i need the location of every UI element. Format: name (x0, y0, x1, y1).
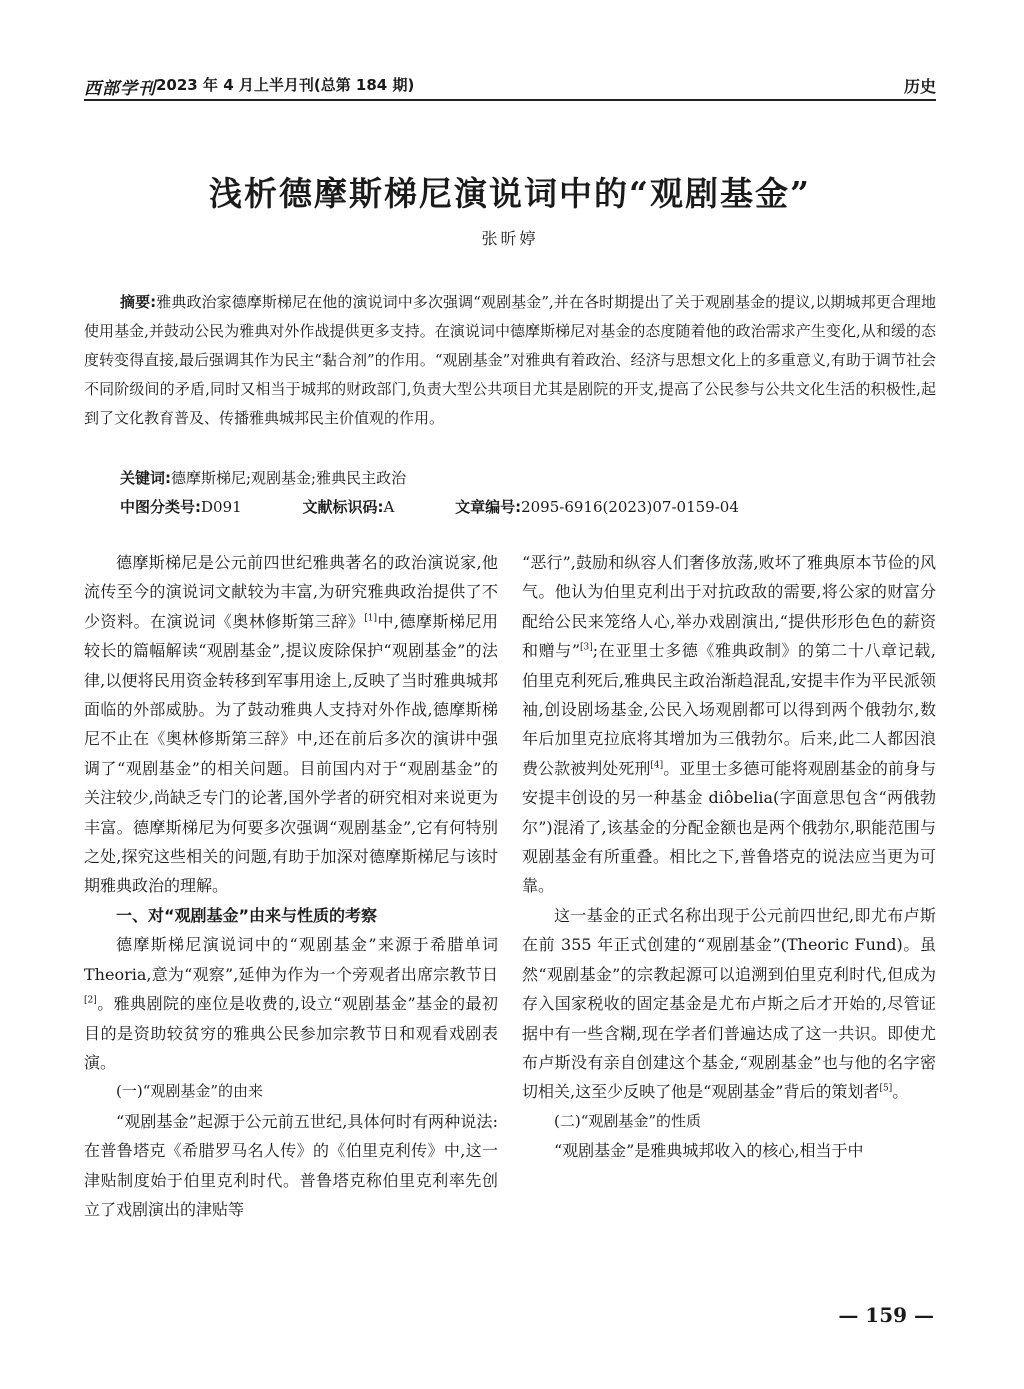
citation-3: [3] (580, 642, 593, 653)
author-name: 张昕婷 (481, 229, 539, 248)
citation-4: [4] (650, 760, 664, 771)
paragraph-text: 德摩斯梯尼是公元前四世纪雅典著名的政治演说家,他流传至今的演说词文献较为丰富,为研究雅典政治提供了不少资料。在演说词《奥林修斯第三辞》 (84, 553, 498, 631)
right-column (522, 548, 936, 1166)
abstract (84, 288, 936, 433)
article-number-item (455, 498, 739, 516)
journal-name: 西部学刊 (84, 79, 156, 99)
paragraph-text: 。雅典剧院的座位是收费的,设立“观剧基金”基金的最初目的是资助较贫穷的雅典公民参加宗教节日和观看戏剧表演。 (84, 994, 498, 1072)
page-number: — 159 — (838, 1303, 934, 1327)
classification-line (120, 496, 940, 517)
article-title: 浅析德摩斯梯尼演说词中的“观剧基金” (209, 174, 811, 213)
body-paragraph (522, 901, 936, 1107)
doc-code-value: A (383, 498, 395, 516)
intro-paragraph (84, 548, 498, 901)
paragraph-text: 。 (892, 1082, 909, 1102)
continued-paragraph (522, 548, 936, 901)
doc-code-item (302, 498, 394, 516)
body-paragraph: “观剧基金”起源于公元前五世纪,具体何时有两种说法:在普鲁塔克《希腊罗马名人传》的《伯里克利传》中,这一津贴制度始于伯里克利时代。普鲁塔克称伯里克利率先创立了戏剧演出的津贴等 (84, 1111, 498, 1219)
subsection-heading-1: (一)“观剧基金”的由来 (116, 1082, 264, 1101)
paragraph-text: 。亚里士多德可能将观剧基金的前身与安提丰创设的另一种基金 diôbelia(字面意思包含“两俄勃尔”)混淆了,该基金的分配金额也是两个俄勃尔,职能范围与观剧基金有所重叠。相比之下,普鲁塔克的说法应当更为可靠。 (522, 758, 936, 896)
paragraph-text: ;在亚里士多德《雅典政制》的第二十八章记载,伯里克利死后,雅典民主政治渐趋混乱,安提丰作为平民派领袖,创设剧场基金,公民入场观剧都可以得到两个俄勃尔,数年后加里克拉底将其增加为三俄勃尔。后来,此二人都因浪费公款被判处死刑 (522, 641, 936, 778)
clc-value: D091 (201, 498, 242, 516)
article-number-value: 2095-6916(2023)07-0159-04 (521, 498, 739, 516)
running-header (84, 70, 936, 100)
body-paragraph: “观剧基金”是雅典城邦收入的核心,相当于中 (554, 1141, 864, 1161)
issue-info: 2023 年 4 月上半月刊(总第 184 期) (156, 76, 415, 94)
subsection-heading-2: (二)“观剧基金”的性质 (554, 1111, 702, 1130)
keywords (120, 467, 406, 488)
keywords-text: 德摩斯梯尼;观剧基金;雅典民主政治 (171, 469, 407, 487)
paragraph-text: 德摩斯梯尼演说词中的“观剧基金”来源于希腊单词 Theoria,意为“观察”,延伸为作为一个旁观者出席宗教节日 (84, 935, 498, 984)
paragraph-text: 这一基金的正式名称出现于公元前四世纪,即尤布卢斯在前 355 年正式创建的“观剧基金”(Theoric Fund)。虽然“观剧基金”的宗教起源可以追溯到伯里克利时代,但成为存入国家税收的固定基金是尤布卢斯之后才开始的,尽管证据中有一些含糊,现在学者们普遍达成了这一共识。即使尤布卢斯没有亲自创建这个基金,“观剧基金”也与他的名字密切相关,这至少反映了他是“观剧基金”背后的策划者 (522, 905, 936, 1102)
body-paragraph (84, 930, 498, 1077)
section-label: 历史 (903, 77, 936, 96)
header-rule (84, 99, 936, 101)
citation-2: [2] (84, 995, 97, 1006)
paragraph-text: 中,德摩斯梯尼用较长的篇幅解读“观剧基金”,提议废除保护“观剧基金”的法律,以便将民用资金转移到军事用途上,反映了当时雅典城邦面临的外部威胁。为了鼓动雅典人支持对外作战,德摩斯梯尼不止在《奥林修斯第三辞》中,还在前后多次的演讲中强调了“观剧基金”的相关问题。目前国内对于“观剧基金”的关注较少,尚缺乏专门的论著,国外学者的研究相对来说更为丰富。德摩斯梯尼为何要多次强调“观剧基金”,它有何特别之处,探究这些相关的问题,有助于加深对德摩斯梯尼与该时期雅典政治的理解。 (84, 611, 498, 896)
paragraph-text: “恶行”,鼓励和纵容人们奢侈放荡,败坏了雅典原本节俭的风气。他认为伯里克利出于对抗政敌的需要,将公家的财富分配给公民来笼络人心,举办戏剧演出,“提供形形色色的薪资和赠与” (522, 553, 936, 661)
left-column (84, 548, 498, 1224)
abstract-label: 摘要: (120, 293, 157, 311)
keywords-label: 关键词: (120, 469, 171, 487)
clc-label: 中图分类号: (120, 498, 201, 516)
citation-5: [5] (879, 1083, 893, 1094)
citation-1: [1] (364, 613, 378, 624)
abstract-text: 雅典政治家德摩斯梯尼在他的演说词中多次强调“观剧基金”,并在各时期提出了关于观剧基金的提议,以期城邦更合理地使用基金,并鼓动公民为雅典对外作战提供更多支持。在演说词中德摩斯梯尼对基金的态度随着他的政治需求产生变化,从和缓的态度转变得直接,最后强调其作为民主“黏合剂”的作用。“观剧基金”对雅典有着政治、经济与思想文化上的多重意义,有助于调节社会不同阶级间的矛盾,同时又相当于城邦的财政部门,负责大型公共项目尤其是剧院的开支,提高了公民参与公共文化生活的积极性,起到了文化教育普及、传播雅典城邦民主价值观的作用。 (84, 293, 936, 427)
article-number-label: 文章编号: (455, 498, 522, 516)
doc-code-label: 文献标识码: (302, 498, 384, 516)
clc-item (120, 498, 242, 516)
section-heading-1: 一、对“观剧基金”由来与性质的考察 (116, 905, 378, 925)
